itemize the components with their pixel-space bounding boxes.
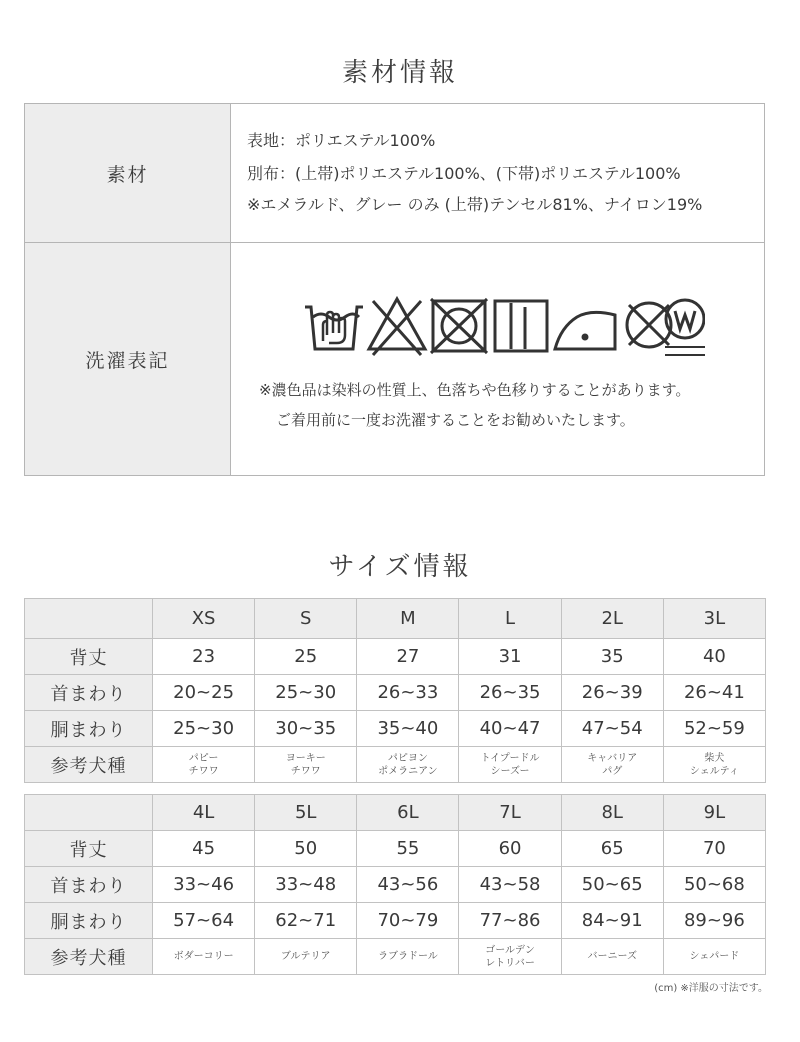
table-cell: 62~71: [255, 903, 357, 939]
table-cell: 47~54: [561, 711, 663, 747]
breed-name: パピヨン: [387, 752, 428, 764]
table-cell: 50~65: [561, 867, 663, 903]
breed-name: ゴールデン: [485, 944, 535, 956]
size-label: 3L: [663, 599, 765, 639]
table-cell: 26~33: [357, 675, 459, 711]
table-cell: 43~58: [459, 867, 561, 903]
line-dry-icon: [495, 301, 547, 351]
material-row: [25, 104, 764, 243]
table-cell: 40~47: [459, 711, 561, 747]
breed-name: ラブラドール: [377, 951, 438, 962]
size-table-1: [24, 598, 766, 783]
breed-cell: [663, 939, 765, 975]
breed-name: ブルテリア: [280, 951, 331, 962]
back-length-row: [25, 831, 766, 867]
breed-name: パピー: [188, 752, 219, 764]
material-details: [231, 104, 764, 242]
size-header-row: [25, 795, 766, 831]
size-header-row: [25, 599, 766, 639]
table-cell: 33~48: [255, 867, 357, 903]
care-icons: [305, 295, 705, 359]
breed-cell: [561, 747, 663, 783]
size-label: 7L: [459, 795, 561, 831]
breed-name: キャバリア: [587, 752, 638, 764]
table-cell: 26~35: [459, 675, 561, 711]
size-label: XS: [153, 599, 255, 639]
breed-name: チワワ: [188, 765, 219, 777]
size-label: 4L: [153, 795, 255, 831]
table-cell: 77~86: [459, 903, 561, 939]
size-label: 9L: [663, 795, 765, 831]
material-section-title: 素材情報: [341, 58, 458, 88]
row-label-chest: 胴まわり: [25, 711, 153, 747]
breed-cell: [561, 939, 663, 975]
breed-name: シェパード: [689, 951, 740, 962]
table-cell: 33~46: [153, 867, 255, 903]
chest-row: [25, 903, 766, 939]
size-label: 2L: [561, 599, 663, 639]
table-cell: 27: [357, 639, 459, 675]
size-label: 6L: [357, 795, 459, 831]
care-note-1: ※濃色品は染料の性質上、色落ちや色移りすることがあります。: [259, 381, 691, 399]
breed-name: 柴犬: [704, 752, 725, 764]
low-iron-icon: [555, 312, 615, 349]
neck-row: [25, 675, 766, 711]
breed-name: レトリバー: [485, 957, 535, 969]
row-label-breed: 参考犬種: [25, 939, 153, 975]
breed-cell: [459, 939, 561, 975]
breed-name: ヨーキー: [285, 752, 326, 764]
table-cell: 23: [153, 639, 255, 675]
table-cell: 57~64: [153, 903, 255, 939]
breed-cell: [663, 747, 765, 783]
breed-name: バーニーズ: [587, 951, 637, 962]
material-line: ※エメラルド、グレー のみ (上帯)テンセル81%、ナイロン19%: [247, 195, 703, 214]
table-cell: 35~40: [357, 711, 459, 747]
row-label-breed: 参考犬種: [25, 747, 153, 783]
breed-cell: [255, 747, 357, 783]
row-label-back-length: 背丈: [25, 831, 153, 867]
table-cell: 35: [561, 639, 663, 675]
no-dry-clean-icon: [627, 303, 671, 347]
size-section-title: サイズ情報: [328, 552, 472, 582]
breed-row: [25, 939, 766, 975]
corner-cell: [25, 795, 153, 831]
size-label: L: [459, 599, 561, 639]
care-row: [25, 243, 764, 475]
size-label: S: [255, 599, 357, 639]
breed-row: [25, 747, 766, 783]
table-cell: 70: [663, 831, 765, 867]
row-label-neck: 首まわり: [25, 675, 153, 711]
breed-name: トイプードル: [480, 752, 540, 764]
hand-wash-icon: [305, 307, 363, 349]
table-cell: 60: [459, 831, 561, 867]
breed-cell: [153, 939, 255, 975]
table-cell: 25~30: [153, 711, 255, 747]
care-label: 洗濯表記: [25, 243, 231, 475]
table-cell: 20~25: [153, 675, 255, 711]
breed-name: パグ: [602, 765, 623, 777]
table-cell: 55: [357, 831, 459, 867]
corner-cell: [25, 599, 153, 639]
table-cell: 31: [459, 639, 561, 675]
breed-cell: [459, 747, 561, 783]
table-cell: 70~79: [357, 903, 459, 939]
table-cell: 26~41: [663, 675, 765, 711]
breed-cell: [357, 939, 459, 975]
size-label: 8L: [561, 795, 663, 831]
care-details: [231, 243, 764, 475]
material-label: 素材: [25, 104, 231, 242]
back-length-row: [25, 639, 766, 675]
no-bleach-icon: [369, 299, 425, 355]
breed-name: ボダーコリー: [173, 951, 234, 962]
no-tumble-dry-icon: [431, 299, 487, 353]
breed-name: シーズー: [490, 765, 530, 777]
table-cell: 26~39: [561, 675, 663, 711]
table-cell: 50~68: [663, 867, 765, 903]
row-label-chest: 胴まわり: [25, 903, 153, 939]
material-line: 別布：(上帯)ポリエステル100%、(下帯)ポリエステル100%: [247, 164, 681, 183]
material-line: 表地：ポリエステル100%: [247, 131, 436, 150]
care-note-2: ご着用前に一度お洗濯することをお勧めいたします。: [276, 411, 635, 429]
chest-row: [25, 711, 766, 747]
size-footnote: (cm) ※洋服の寸法です。: [654, 983, 768, 994]
table-cell: 43~56: [357, 867, 459, 903]
table-cell: 25: [255, 639, 357, 675]
size-label: 5L: [255, 795, 357, 831]
row-label-neck: 首まわり: [25, 867, 153, 903]
table-cell: 40: [663, 639, 765, 675]
size-table-2: [24, 794, 766, 975]
row-label-back-length: 背丈: [25, 639, 153, 675]
table-cell: 89~96: [663, 903, 765, 939]
table-cell: 84~91: [561, 903, 663, 939]
breed-cell: [153, 747, 255, 783]
breed-name: チワワ: [290, 765, 321, 777]
table-cell: 30~35: [255, 711, 357, 747]
breed-name: ポメラニアン: [378, 765, 438, 777]
table-cell: 25~30: [255, 675, 357, 711]
table-cell: 45: [153, 831, 255, 867]
table-cell: 52~59: [663, 711, 765, 747]
breed-cell: [255, 939, 357, 975]
table-cell: 65: [561, 831, 663, 867]
breed-cell: [357, 747, 459, 783]
breed-name: シェルティ: [689, 765, 739, 777]
neck-row: [25, 867, 766, 903]
material-table: [24, 103, 765, 476]
size-label: M: [357, 599, 459, 639]
table-cell: 50: [255, 831, 357, 867]
